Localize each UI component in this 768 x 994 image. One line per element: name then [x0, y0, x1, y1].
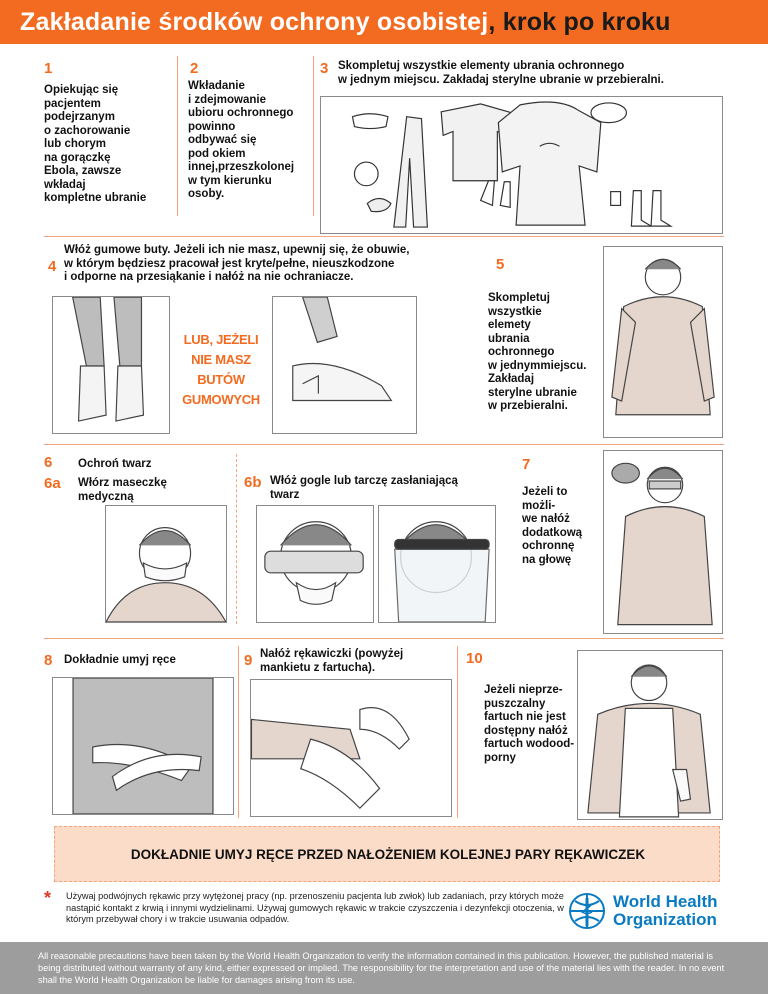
- alt-note: LUB, JEŻELI NIE MASZ BUTÓW GUMOWYCH: [182, 332, 260, 407]
- shoe-cover-icon: [293, 364, 392, 401]
- face-shield-icon: [354, 162, 378, 186]
- step-1-text: Opiekując się pacjentem podejrzanym o zachorowanie lub chorym na gorączkę Ebola, zawsze wkładaj kompletne ubranie: [44, 84, 147, 204]
- boot-right-icon: [116, 366, 144, 421]
- step-6a-text: Włórz maseczkę medyczną: [78, 477, 167, 503]
- apron-illustration: [577, 650, 723, 820]
- hand-wash-banner: [54, 826, 720, 882]
- gloves-icon: [481, 181, 511, 208]
- who-logo: [566, 890, 726, 934]
- scrubs-icon: [73, 678, 213, 814]
- face-shield-icon: [395, 549, 489, 622]
- divider: [238, 646, 239, 818]
- banner-text: DOKŁADNIE UMYJ RĘCE PRZED NAŁOŻENIEM KOLEJNEJ PARY RĘKAWICZEK: [130, 847, 646, 862]
- step-4-number: 4: [48, 258, 57, 275]
- who-emblem-icon: [566, 890, 608, 932]
- trousers-right-icon: [114, 297, 142, 366]
- head-cover-icon: [612, 463, 640, 483]
- step-7-text: Jeżeli to możli- we nałóż dodatkową ochronnę na głowę: [522, 486, 583, 566]
- face-shield-band-icon: [395, 539, 489, 549]
- rubber-boots-icon: [631, 191, 670, 226]
- scrub-pants-icon: [394, 117, 428, 227]
- divider: [236, 454, 237, 624]
- divider: [313, 56, 314, 216]
- step-5-text: Skompletuj wszystkie elemety ubrania ochronnego w jednymmiejscu. Zakładaj sterylne ubranie w przebieralni.: [488, 292, 587, 412]
- page-title: [20, 8, 671, 37]
- divider: [44, 236, 724, 237]
- step-9-number: 9: [244, 652, 253, 669]
- step-6a-number: 6a: [44, 475, 61, 492]
- surgical-cap-icon: [367, 199, 391, 212]
- mask-illustration: [105, 505, 227, 623]
- step-8-text: Dokładnie umyj ręce: [64, 654, 176, 666]
- goggles-icon: [265, 551, 363, 573]
- divider: [44, 638, 724, 639]
- step-7-number: 7: [522, 456, 531, 473]
- step-10-text: Jeżeli nieprze- puszczalny fartuch nie jest dostępny nałóż fartuch wodood- porny: [484, 684, 575, 764]
- disclaimer: All reasonable precautions have been taken by the World Health Organization to verify the information contained in this publication. However, the published material is being distributed without warranty of any kind, either expressed or implied. The responsibility for the interpretation and use of the material lies with the reader. In no event shall the World Health Organization be liable for damages arising from its use.: [38, 951, 725, 985]
- shoe-covers-illustration: [272, 296, 417, 434]
- gown-wearer-illustration: [603, 246, 723, 438]
- footnote-mark: *: [44, 888, 52, 908]
- step-6-text: Ochroń twarz: [78, 458, 152, 470]
- divider: [457, 646, 458, 818]
- divider: [44, 444, 724, 445]
- gown-icon: [498, 102, 600, 225]
- title-main: Zakładanie środków ochrony osobistej: [20, 8, 489, 36]
- trousers-left-icon: [73, 297, 104, 366]
- hand-icon: [303, 297, 337, 342]
- footnote-text: Używaj podwójnych rękawic przy wytężonej pracy (np. przenoszeniu pacjenta lub zwłok) lub zadaniach, przy których może nastąpić kontakt z krwią i innymi wydzielinami. Używaj gumowych rękawic w trakcie czyszczenia i dezynfekcji otoczenia, w którym przebywał chory i w trakcie usuwania odpadów.: [66, 891, 564, 924]
- title-accent: , krok po kroku: [488, 8, 671, 36]
- step-6-number: 6: [44, 454, 53, 471]
- step-2-number: 2: [190, 60, 199, 77]
- step-6b-number: 6b: [244, 474, 262, 491]
- apron-icon: [619, 708, 678, 816]
- step-3-number: 3: [320, 60, 329, 77]
- step-10-number: 10: [466, 650, 483, 667]
- face-shield-illustration: [378, 505, 496, 623]
- ppe-items-illustration: [320, 96, 723, 234]
- step-8-number: 8: [44, 652, 53, 669]
- step-2-text: Wkładanie i zdejmowanie ubioru ochronnego powinno odbywać się pod okiem innej,przeszkolonej w tym kierunku osoby.: [188, 80, 295, 200]
- step-9-text: Nałóż rękawiczki (powyżej mankietu z fartucha).: [260, 648, 404, 674]
- hand-wash-illustration: [52, 677, 234, 815]
- boot-left-icon: [79, 366, 107, 421]
- hair-cover-icon: [591, 103, 626, 123]
- divider: [177, 56, 178, 216]
- disinfectant-bottle-icon: [611, 192, 621, 206]
- goggles-icon: [352, 114, 387, 129]
- goggles-illustration: [256, 505, 374, 623]
- step-3-text: Skompletuj wszystkie elementy ubrania ochronnego w jednym miejscu. Zakładaj sterylne ubranie w przebieralni.: [338, 60, 664, 86]
- step-6b-text: Włóż gogle lub tarczę zasłaniającą twarz: [270, 475, 458, 501]
- who-name: World Health Organization: [613, 892, 718, 929]
- step-1-number: 1: [44, 60, 53, 77]
- gloves-illustration: [250, 679, 452, 817]
- rubber-boots-illustration: [52, 296, 170, 434]
- step-5-number: 5: [496, 256, 505, 273]
- head-cover-illustration: [603, 450, 723, 634]
- step-4-text: Włóż gumowe buty. Jeżeli ich nie masz, upewnij się, że obuwie, w którym będziesz pracował jest kryte/pełne, nieuszkodzone i odporne na przesiąkanie i nałóż na nie ochraniacze.: [64, 244, 410, 283]
